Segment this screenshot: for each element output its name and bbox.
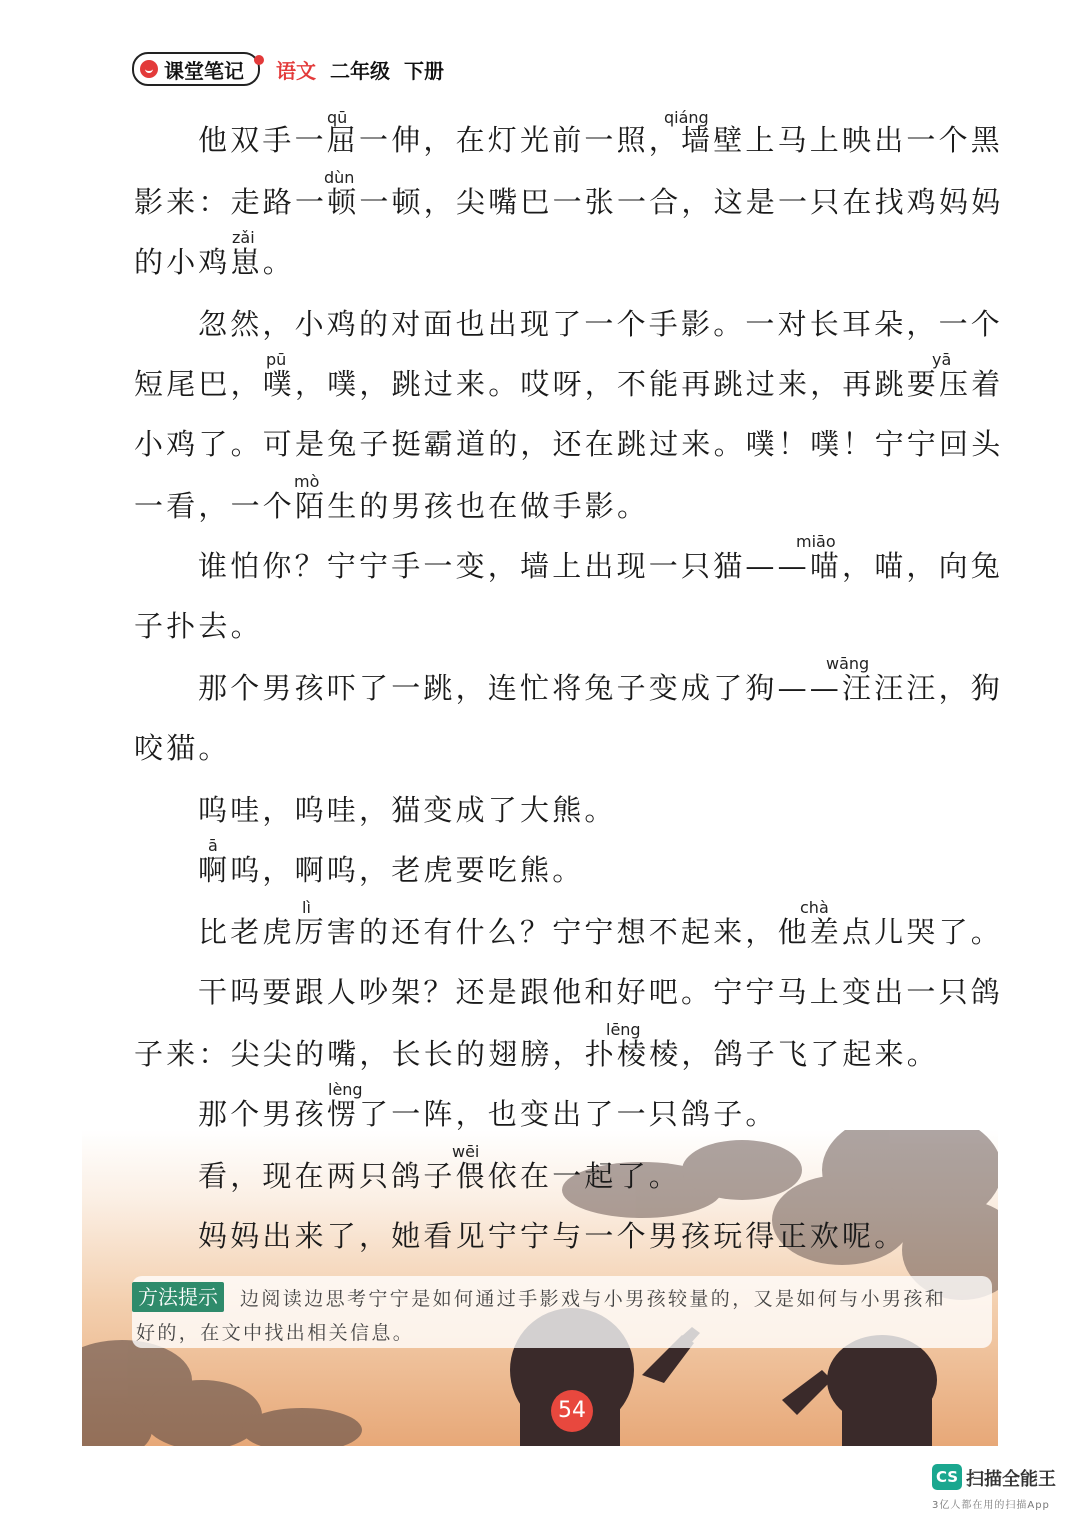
- camscanner-logo-icon: CS: [932, 1464, 962, 1490]
- method-tip-text-line-1: 边阅读边思考宁宁是如何通过手影戏与小男孩较量的，又是如何与小男孩和: [240, 1288, 947, 1310]
- notes-badge: [132, 52, 260, 86]
- text-line: 他双手一屈一伸，在灯光前一照，墙壁上马上映出一个黑: [198, 123, 1004, 157]
- text-line: 啊呜，啊呜，老虎要吃熊。: [198, 853, 585, 887]
- text-line: 谁怕你？宁宁手一变，墙上出现一只猫——喵，喵，向兔: [198, 549, 1004, 583]
- pinyin-annotation: lēng: [606, 1020, 641, 1039]
- pinyin-annotation: wāng: [826, 654, 870, 673]
- text-line: 看，现在两只鸽子偎依在一起了。: [198, 1159, 682, 1193]
- pinyin-annotation: yā: [932, 350, 952, 369]
- method-tip-text-line-2: 好的，在文中找出相关信息。: [136, 1322, 415, 1344]
- text-line: 忽然，小鸡的对面也出现了一个手影。一对长耳朵，一个: [198, 307, 1004, 341]
- volume-label: 下册: [404, 58, 444, 83]
- pinyin-annotation: pū: [266, 350, 287, 369]
- pinyin-annotation: qiáng: [664, 108, 709, 127]
- text-line: 子扑去。: [134, 609, 263, 643]
- pinyin-annotation: chà: [800, 898, 829, 917]
- text-line: 影来：走路一顿一顿，尖嘴巴一张一合，这是一只在找鸡妈妈: [134, 185, 1004, 219]
- pinyin-annotation: ā: [208, 836, 218, 855]
- text-line: 那个男孩愣了一阵，也变出了一只鸽子。: [198, 1097, 778, 1131]
- pinyin-annotation: dùn: [324, 168, 355, 187]
- page-header: [132, 52, 444, 86]
- pinyin-annotation: qū: [327, 108, 348, 127]
- text-line: 子来：尖尖的嘴，长长的翅膀，扑棱棱，鸽子飞了起来。: [134, 1037, 940, 1071]
- badge-label: 课堂笔记: [164, 58, 244, 83]
- text-line: 妈妈出来了，她看见宁宁与一个男孩玩得正欢呢。: [198, 1219, 907, 1253]
- watermark-tagline: 3亿人都在用的扫描App: [932, 1500, 1050, 1511]
- badge-tail-dot: [254, 55, 264, 65]
- subject-label: 语文: [276, 58, 316, 83]
- pinyin-annotation: miāo: [796, 532, 836, 551]
- text-line: 呜哇，呜哇，猫变成了大熊。: [198, 793, 617, 827]
- page-number: 54: [551, 1390, 593, 1432]
- smile-icon: [140, 60, 158, 78]
- text-line: 比老虎厉害的还有什么？宁宁想不起来，他差点儿哭了。: [198, 915, 1004, 949]
- pinyin-annotation: zǎi: [232, 228, 255, 247]
- method-tip-label: 方法提示: [132, 1282, 224, 1312]
- text-line: 短尾巴，噗，噗，跳过来。哎呀，不能再跳过来，再跳要压着: [134, 367, 1004, 401]
- text-line: 的小鸡崽。: [134, 245, 296, 279]
- pinyin-annotation: lèng: [328, 1080, 363, 1099]
- text-line: 一看，一个陌生的男孩也在做手影。: [134, 489, 650, 523]
- text-line: 干吗要跟人吵架？还是跟他和好吧。宁宁马上变出一只鸽: [198, 975, 1004, 1009]
- pinyin-annotation: lì: [302, 898, 311, 917]
- text-line: 小鸡了。可是兔子挺霸道的，还在跳过来。噗！噗！宁宁回头: [134, 427, 1004, 461]
- grade-label: 二年级: [330, 58, 390, 83]
- pinyin-annotation: wēi: [452, 1142, 480, 1161]
- text-line: 咬猫。: [134, 731, 231, 765]
- pinyin-annotation: mò: [294, 472, 320, 491]
- watermark-app-name: 扫描全能王: [966, 1469, 1056, 1490]
- text-line: 那个男孩吓了一跳，连忙将兔子变成了狗——汪汪汪，狗: [198, 671, 1004, 705]
